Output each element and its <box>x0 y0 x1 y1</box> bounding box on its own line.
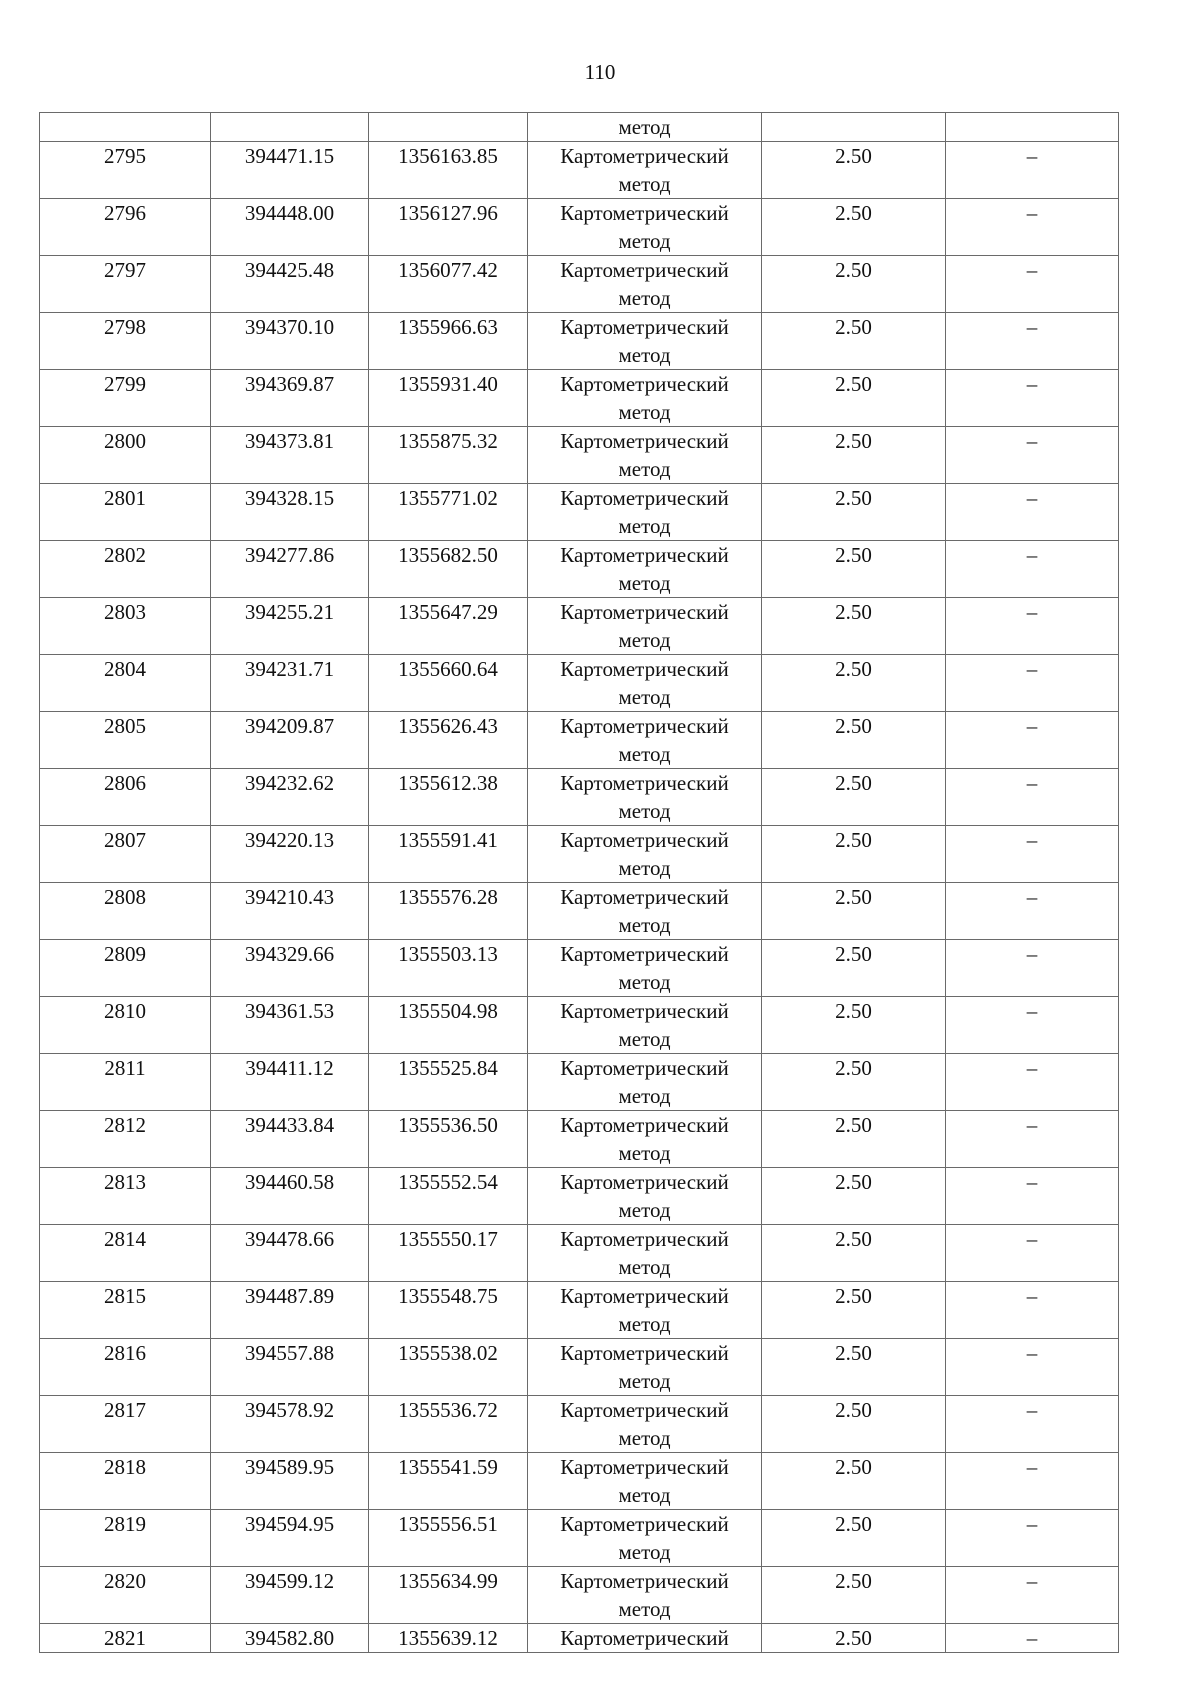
method-line-2: метод <box>618 514 671 538</box>
method-line-2: метод <box>618 1141 671 1165</box>
cell-method <box>528 1225 762 1282</box>
cell-accuracy: 2.50 <box>762 484 946 541</box>
cell-y <box>369 113 528 142</box>
cell-x: 394578.92 <box>211 1396 369 1453</box>
cell-point: 2813 <box>40 1168 211 1225</box>
cell-accuracy: 2.50 <box>762 427 946 484</box>
cell-x: 394478.66 <box>211 1225 369 1282</box>
method-line-1: Картометрический <box>560 1227 729 1251</box>
cell-point: 2795 <box>40 142 211 199</box>
cell-y: 1355556.51 <box>369 1510 528 1567</box>
method-line-1: Картометрический <box>560 315 729 339</box>
cell-x: 394471.15 <box>211 142 369 199</box>
table-row <box>40 1168 1119 1225</box>
cell-y: 1355771.02 <box>369 484 528 541</box>
cell-note: – <box>946 256 1119 313</box>
cell-point: 2805 <box>40 712 211 769</box>
table-body <box>40 113 1119 1653</box>
method-line-2: метод <box>618 1027 671 1051</box>
table-row <box>40 826 1119 883</box>
method-line-1: Картометрический <box>560 942 729 966</box>
cell-point: 2810 <box>40 997 211 1054</box>
cell-note: – <box>946 940 1119 997</box>
cell-method <box>528 1453 762 1510</box>
cell-y: 1355639.12 <box>369 1624 528 1653</box>
method-line-2: метод <box>618 1084 671 1108</box>
cell-y: 1355966.63 <box>369 313 528 370</box>
cell-accuracy: 2.50 <box>762 712 946 769</box>
method-line-1: Картометрический <box>560 600 729 624</box>
cell-point: 2800 <box>40 427 211 484</box>
table-row <box>40 484 1119 541</box>
table-row <box>40 1111 1119 1168</box>
cell-accuracy: 2.50 <box>762 1054 946 1111</box>
method-line-1: Картометрический <box>560 885 729 909</box>
cell-note: – <box>946 427 1119 484</box>
cell-accuracy: 2.50 <box>762 883 946 940</box>
method-line-2: метод <box>618 1312 671 1336</box>
table-row <box>40 655 1119 712</box>
cell-y: 1355538.02 <box>369 1339 528 1396</box>
cell-x: 394411.12 <box>211 1054 369 1111</box>
cell-accuracy: 2.50 <box>762 655 946 712</box>
table-row <box>40 1453 1119 1510</box>
cell-x: 394329.66 <box>211 940 369 997</box>
method-line-1: Картометрический <box>560 429 729 453</box>
cell-y: 1355626.43 <box>369 712 528 769</box>
cell-note <box>946 113 1119 142</box>
cell-note: – <box>946 1339 1119 1396</box>
method-line-2: метод <box>618 400 671 424</box>
cell-accuracy: 2.50 <box>762 940 946 997</box>
method-line-2: метод <box>618 970 671 994</box>
cell-point: 2809 <box>40 940 211 997</box>
cell-point: 2811 <box>40 1054 211 1111</box>
cell-y: 1355660.64 <box>369 655 528 712</box>
table-row <box>40 142 1119 199</box>
cell-accuracy: 2.50 <box>762 1510 946 1567</box>
cell-note: – <box>946 769 1119 826</box>
cell-method <box>528 1567 762 1624</box>
cell-y: 1355541.59 <box>369 1453 528 1510</box>
method-line-1: Картометрический <box>560 372 729 396</box>
cell-note: – <box>946 1567 1119 1624</box>
cell-method <box>528 1111 762 1168</box>
table-row <box>40 997 1119 1054</box>
cell-method <box>528 541 762 598</box>
cell-note: – <box>946 997 1119 1054</box>
cell-accuracy: 2.50 <box>762 142 946 199</box>
cell-note: – <box>946 1111 1119 1168</box>
cell-note: – <box>946 1510 1119 1567</box>
method-line-1: Картометрический <box>560 1512 729 1536</box>
method-line-1: Картометрический <box>560 486 729 510</box>
cell-x: 394328.15 <box>211 484 369 541</box>
table-row <box>40 370 1119 427</box>
cell-accuracy: 2.50 <box>762 313 946 370</box>
cell-method <box>528 1282 762 1339</box>
cell-note: – <box>946 541 1119 598</box>
method-line-2: метод <box>618 628 671 652</box>
cell-point: 2799 <box>40 370 211 427</box>
cell-point <box>40 113 211 142</box>
cell-x: 394373.81 <box>211 427 369 484</box>
table-row <box>40 1282 1119 1339</box>
cell-y: 1355536.72 <box>369 1396 528 1453</box>
cell-accuracy: 2.50 <box>762 256 946 313</box>
cell-x: 394448.00 <box>211 199 369 256</box>
method-line-1: Картометрический <box>560 1398 729 1422</box>
method-line-2: метод <box>618 1369 671 1393</box>
cell-point: 2801 <box>40 484 211 541</box>
cell-y: 1355550.17 <box>369 1225 528 1282</box>
cell-x: 394369.87 <box>211 370 369 427</box>
method-line-2: метод <box>618 799 671 823</box>
method-line-2: метод <box>618 457 671 481</box>
table-row <box>40 1624 1119 1653</box>
method-line-2: метод <box>618 571 671 595</box>
method-line-2: метод <box>618 229 671 253</box>
method-line-2: метод <box>618 1540 671 1564</box>
cell-accuracy: 2.50 <box>762 1624 946 1653</box>
cell-note: – <box>946 712 1119 769</box>
cell-method <box>528 997 762 1054</box>
cell-y: 1355875.32 <box>369 427 528 484</box>
cell-note: – <box>946 1453 1119 1510</box>
cell-accuracy: 2.50 <box>762 769 946 826</box>
cell-y: 1355634.99 <box>369 1567 528 1624</box>
cell-accuracy: 2.50 <box>762 997 946 1054</box>
table-row <box>40 1567 1119 1624</box>
cell-x: 394210.43 <box>211 883 369 940</box>
method-line-1: Картометрический <box>560 201 729 225</box>
table-row <box>40 712 1119 769</box>
method-line-1: Картометрический <box>560 1341 729 1365</box>
cell-accuracy: 2.50 <box>762 541 946 598</box>
cell-accuracy: 2.50 <box>762 1396 946 1453</box>
cell-y: 1356127.96 <box>369 199 528 256</box>
cell-method <box>528 370 762 427</box>
cell-y: 1356163.85 <box>369 142 528 199</box>
table-row <box>40 541 1119 598</box>
cell-point: 2807 <box>40 826 211 883</box>
cell-x: 394433.84 <box>211 1111 369 1168</box>
table-row <box>40 1396 1119 1453</box>
table-row <box>40 1054 1119 1111</box>
cell-point: 2806 <box>40 769 211 826</box>
method-line-1: Картометрический <box>560 1626 729 1650</box>
cell-y: 1355552.54 <box>369 1168 528 1225</box>
cell-note: – <box>946 142 1119 199</box>
cell-point: 2816 <box>40 1339 211 1396</box>
cell-point: 2815 <box>40 1282 211 1339</box>
cell-y: 1355612.38 <box>369 769 528 826</box>
cell-point: 2796 <box>40 199 211 256</box>
table-row <box>40 598 1119 655</box>
method-line-1: Картометрический <box>560 1056 729 1080</box>
cell-method <box>528 883 762 940</box>
cell-x: 394220.13 <box>211 826 369 883</box>
cell-method <box>528 313 762 370</box>
cell-note: – <box>946 370 1119 427</box>
cell-point: 2818 <box>40 1453 211 1510</box>
table-row <box>40 1339 1119 1396</box>
method-line-1: Картометрический <box>560 657 729 681</box>
method-line-1: Картометрический <box>560 543 729 567</box>
cell-x: 394594.95 <box>211 1510 369 1567</box>
cell-method <box>528 598 762 655</box>
cell-point: 2812 <box>40 1111 211 1168</box>
cell-point: 2821 <box>40 1624 211 1653</box>
cell-accuracy: 2.50 <box>762 199 946 256</box>
cell-x: 394209.87 <box>211 712 369 769</box>
method-line-2: метод <box>618 172 671 196</box>
table-row <box>40 427 1119 484</box>
cell-x: 394487.89 <box>211 1282 369 1339</box>
cell-y: 1355504.98 <box>369 997 528 1054</box>
cell-method <box>528 826 762 883</box>
cell-accuracy: 2.50 <box>762 1453 946 1510</box>
cell-note: – <box>946 1225 1119 1282</box>
method-line-2: метод <box>618 343 671 367</box>
method-line-1: Картометрический <box>560 999 729 1023</box>
cell-point: 2804 <box>40 655 211 712</box>
method-line-2: метод <box>618 856 671 880</box>
method-line-2: метод <box>618 1198 671 1222</box>
cell-y: 1355647.29 <box>369 598 528 655</box>
cell-accuracy: 2.50 <box>762 1225 946 1282</box>
cell-method <box>528 484 762 541</box>
method-line-1: Картометрический <box>560 1455 729 1479</box>
table-row <box>40 313 1119 370</box>
cell-y: 1355682.50 <box>369 541 528 598</box>
method-line-2: метод <box>618 685 671 709</box>
cell-method <box>528 256 762 313</box>
method-line-1: Картометрический <box>560 1113 729 1137</box>
cell-note: – <box>946 598 1119 655</box>
table-row <box>40 1225 1119 1282</box>
method-line-1: Картометрический <box>560 714 729 738</box>
cell-x: 394370.10 <box>211 313 369 370</box>
cell-x <box>211 113 369 142</box>
cell-point: 2803 <box>40 598 211 655</box>
cell-accuracy: 2.50 <box>762 826 946 883</box>
cell-point: 2808 <box>40 883 211 940</box>
table-row <box>40 1510 1119 1567</box>
cell-y: 1355548.75 <box>369 1282 528 1339</box>
cell-method <box>528 142 762 199</box>
cell-note: – <box>946 1396 1119 1453</box>
cell-method <box>528 769 762 826</box>
cell-y: 1355931.40 <box>369 370 528 427</box>
cell-note: – <box>946 1054 1119 1111</box>
cell-accuracy: 2.50 <box>762 1111 946 1168</box>
cell-accuracy: 2.50 <box>762 1339 946 1396</box>
page-number: 110 <box>584 60 616 84</box>
cell-accuracy: 2.50 <box>762 1168 946 1225</box>
cell-x: 394460.58 <box>211 1168 369 1225</box>
cell-method <box>528 427 762 484</box>
cell-x: 394361.53 <box>211 997 369 1054</box>
cell-note: – <box>946 1168 1119 1225</box>
method-line-1: Картометрический <box>560 828 729 852</box>
method-line-1: Картометрический <box>560 1284 729 1308</box>
table-row <box>40 199 1119 256</box>
cell-method <box>528 655 762 712</box>
method-line-2: метод <box>618 1597 671 1621</box>
method-line-1: Картометрический <box>560 144 729 168</box>
cell-method <box>528 1624 762 1653</box>
table-row <box>40 769 1119 826</box>
cell-method <box>528 940 762 997</box>
method-line-1: Картометрический <box>560 771 729 795</box>
cell-method <box>528 1396 762 1453</box>
method-line-1: Картометрический <box>560 1569 729 1593</box>
cell-point: 2819 <box>40 1510 211 1567</box>
method-line-2: метод <box>618 1426 671 1450</box>
cell-point: 2798 <box>40 313 211 370</box>
cell-note: – <box>946 1624 1119 1653</box>
cell-point: 2814 <box>40 1225 211 1282</box>
cell-x: 394277.86 <box>211 541 369 598</box>
method-line-2: метод <box>618 742 671 766</box>
cell-accuracy: 2.50 <box>762 1567 946 1624</box>
cell-method: метод <box>528 113 762 142</box>
table-row <box>40 940 1119 997</box>
cell-x: 394255.21 <box>211 598 369 655</box>
method-line-2: метод <box>618 1255 671 1279</box>
cell-note: – <box>946 826 1119 883</box>
cell-note: – <box>946 199 1119 256</box>
coordinates-table <box>39 112 1119 1653</box>
method-line-1: Картометрический <box>560 258 729 282</box>
method-line-2: метод <box>618 913 671 937</box>
cell-y: 1355503.13 <box>369 940 528 997</box>
cell-note: – <box>946 1282 1119 1339</box>
method-line-2: метод <box>618 1483 671 1507</box>
cell-note: – <box>946 883 1119 940</box>
table-row-continued <box>40 113 1119 142</box>
cell-x: 394232.62 <box>211 769 369 826</box>
cell-note: – <box>946 313 1119 370</box>
cell-method <box>528 712 762 769</box>
cell-method <box>528 199 762 256</box>
table-row <box>40 883 1119 940</box>
cell-y: 1355525.84 <box>369 1054 528 1111</box>
cell-x: 394589.95 <box>211 1453 369 1510</box>
cell-method <box>528 1510 762 1567</box>
cell-y: 1355591.41 <box>369 826 528 883</box>
cell-accuracy: 2.50 <box>762 598 946 655</box>
cell-y: 1355536.50 <box>369 1111 528 1168</box>
cell-x: 394582.80 <box>211 1624 369 1653</box>
cell-method <box>528 1339 762 1396</box>
cell-note: – <box>946 484 1119 541</box>
cell-accuracy: 2.50 <box>762 370 946 427</box>
cell-point: 2820 <box>40 1567 211 1624</box>
cell-accuracy: 2.50 <box>762 1282 946 1339</box>
cell-x: 394557.88 <box>211 1339 369 1396</box>
cell-x: 394231.71 <box>211 655 369 712</box>
cell-point: 2802 <box>40 541 211 598</box>
cell-point: 2797 <box>40 256 211 313</box>
table-row <box>40 256 1119 313</box>
cell-method <box>528 1168 762 1225</box>
cell-y: 1355576.28 <box>369 883 528 940</box>
cell-x: 394599.12 <box>211 1567 369 1624</box>
method-line-2: метод <box>618 286 671 310</box>
cell-note: – <box>946 655 1119 712</box>
cell-x: 394425.48 <box>211 256 369 313</box>
method-line-1: Картометрический <box>560 1170 729 1194</box>
cell-method <box>528 1054 762 1111</box>
cell-accuracy <box>762 113 946 142</box>
cell-point: 2817 <box>40 1396 211 1453</box>
cell-y: 1356077.42 <box>369 256 528 313</box>
